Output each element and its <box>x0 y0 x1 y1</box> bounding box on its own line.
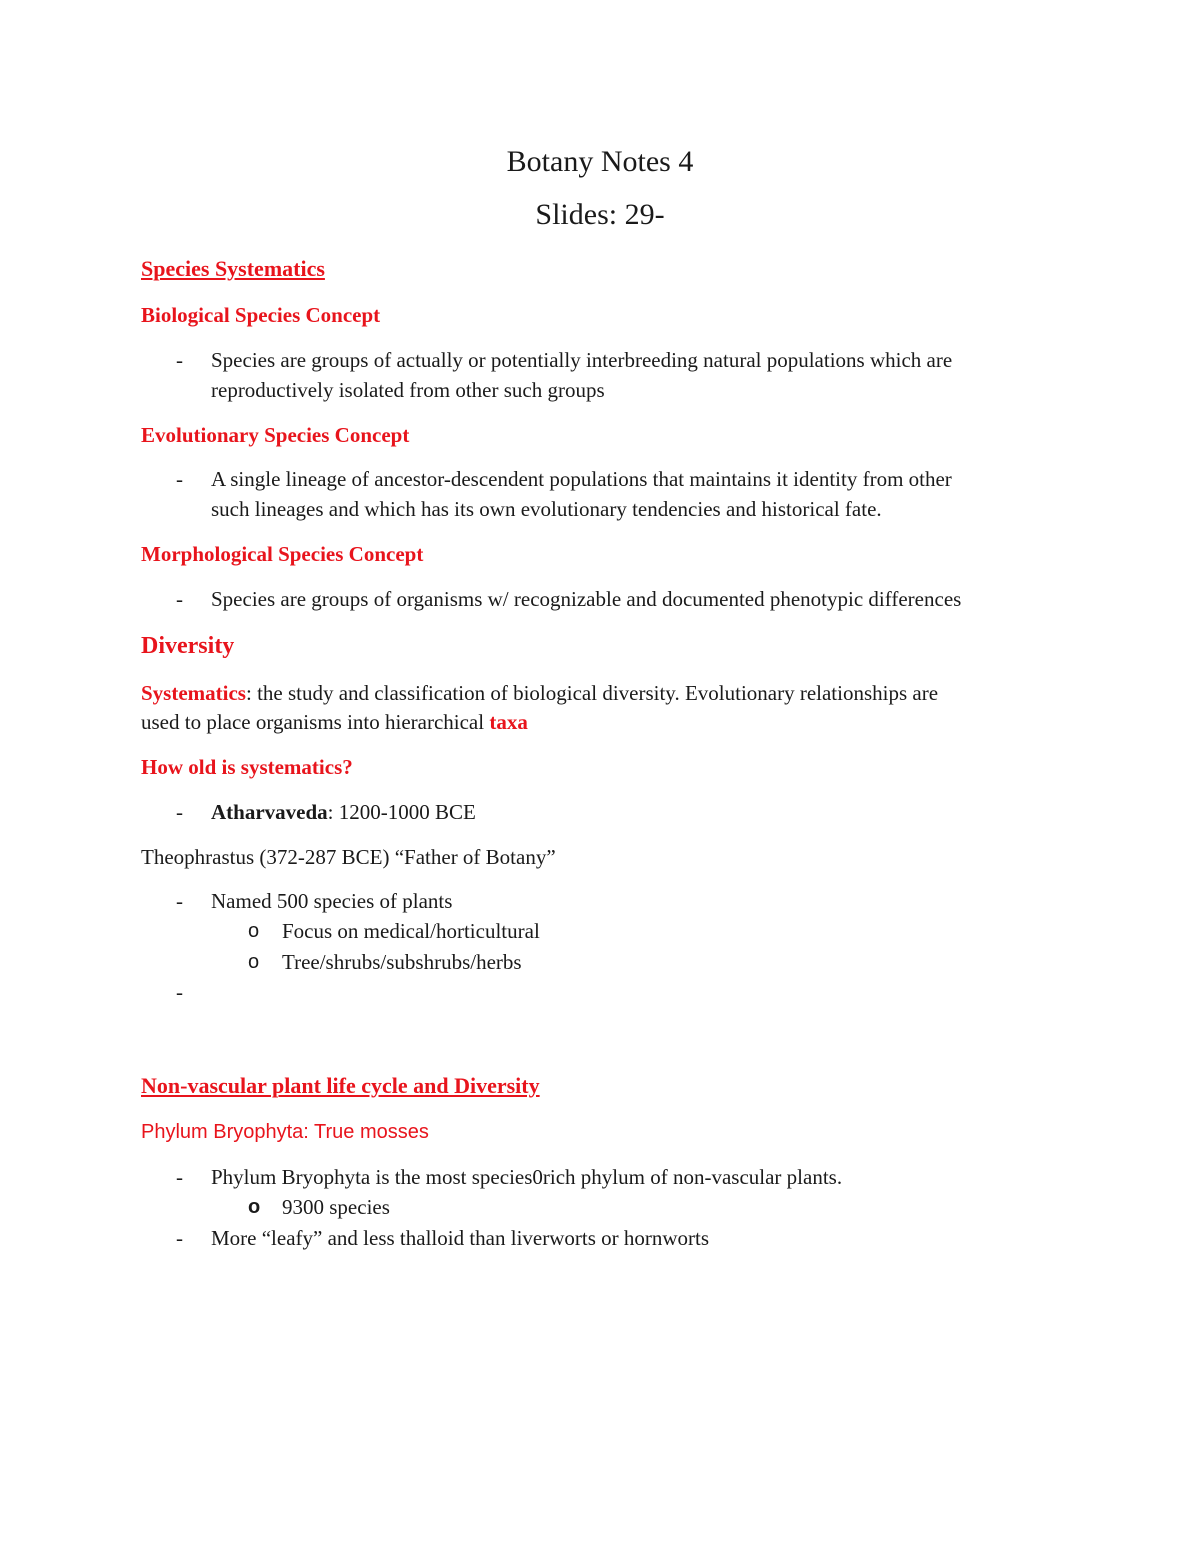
systematics-definition-line2 <box>141 707 528 737</box>
sub-tree-line: Tree/shrubs/subshrubs/herbs <box>282 950 522 974</box>
systematics-definition-line1 <box>141 678 938 708</box>
esc-text-line1: A single lineage of ancestor-descendent populations that maintains it identity from other <box>211 467 952 491</box>
bsc-text-line1: Species are groups of actually or potentially interbreeding natural populations which are <box>211 348 953 372</box>
heading-morphological-species-concept: Morphological Species Concept <box>141 542 424 566</box>
definition-text: used to place organisms into hierarchical <box>141 710 490 734</box>
sub-focus-line: Focus on medical/horticultural <box>282 919 540 943</box>
esc-text-line2: such lineages and which has its own evolutionary tendencies and historical fate. <box>211 497 882 521</box>
heading-evolutionary-species-concept: Evolutionary Species Concept <box>141 423 410 447</box>
bullet-dash: - <box>176 1165 183 1189</box>
document-title: Botany Notes 4 <box>506 145 694 178</box>
bullet-dash: - <box>176 889 183 913</box>
named-species-line: Named 500 species of plants <box>211 889 453 913</box>
sub-bullet-circle: o <box>248 951 260 973</box>
heading-how-old-is-systematics: How old is systematics? <box>141 755 353 779</box>
msc-text-line1: Species are groups of organisms w/ recognizable and documented phenotypic differences <box>211 587 962 611</box>
term-atharvaveda: Atharvaveda <box>211 800 328 824</box>
heading-species-systematics: Species Systematics <box>141 256 325 281</box>
atharvaveda-line <box>211 797 476 827</box>
bullet-dash: - <box>176 587 183 611</box>
atharvaveda-date: : 1200-1000 BCE <box>327 800 476 824</box>
bullet-dash: - <box>176 800 183 824</box>
bryophyta-line: Phylum Bryophyta is the most species0rich phylum of non-vascular plants. <box>211 1165 843 1189</box>
heading-phylum-bryophyta: Phylum Bryophyta: True mosses <box>141 1121 429 1143</box>
leafy-line: More “leafy” and less thalloid than liverworts or hornworts <box>211 1226 710 1250</box>
heading-diversity: Diversity <box>141 633 235 659</box>
theophrastus-line: Theophrastus (372-287 BCE) “Father of Botany” <box>141 845 556 869</box>
heading-biological-species-concept: Biological Species Concept <box>141 303 381 327</box>
heading-non-vascular: Non-vascular plant life cycle and Diversity <box>141 1073 540 1098</box>
bullet-dash: - <box>176 467 183 491</box>
sub-bullet-circle: o <box>248 920 260 942</box>
bullet-dash: - <box>176 1226 183 1250</box>
bsc-text-line2: reproductively isolated from other such groups <box>211 378 605 402</box>
term-taxa: taxa <box>489 710 528 734</box>
species-count-line: 9300 species <box>282 1195 390 1219</box>
document-subtitle: Slides: 29- <box>535 198 665 231</box>
bullet-dash: - <box>176 348 183 372</box>
bullet-dash-empty: - <box>176 980 183 1004</box>
definition-text: : the study and classification of biological diversity. Evolutionary relationships are <box>245 681 939 705</box>
term-systematics: Systematics <box>141 681 246 705</box>
sub-bullet-circle: o <box>248 1196 261 1218</box>
